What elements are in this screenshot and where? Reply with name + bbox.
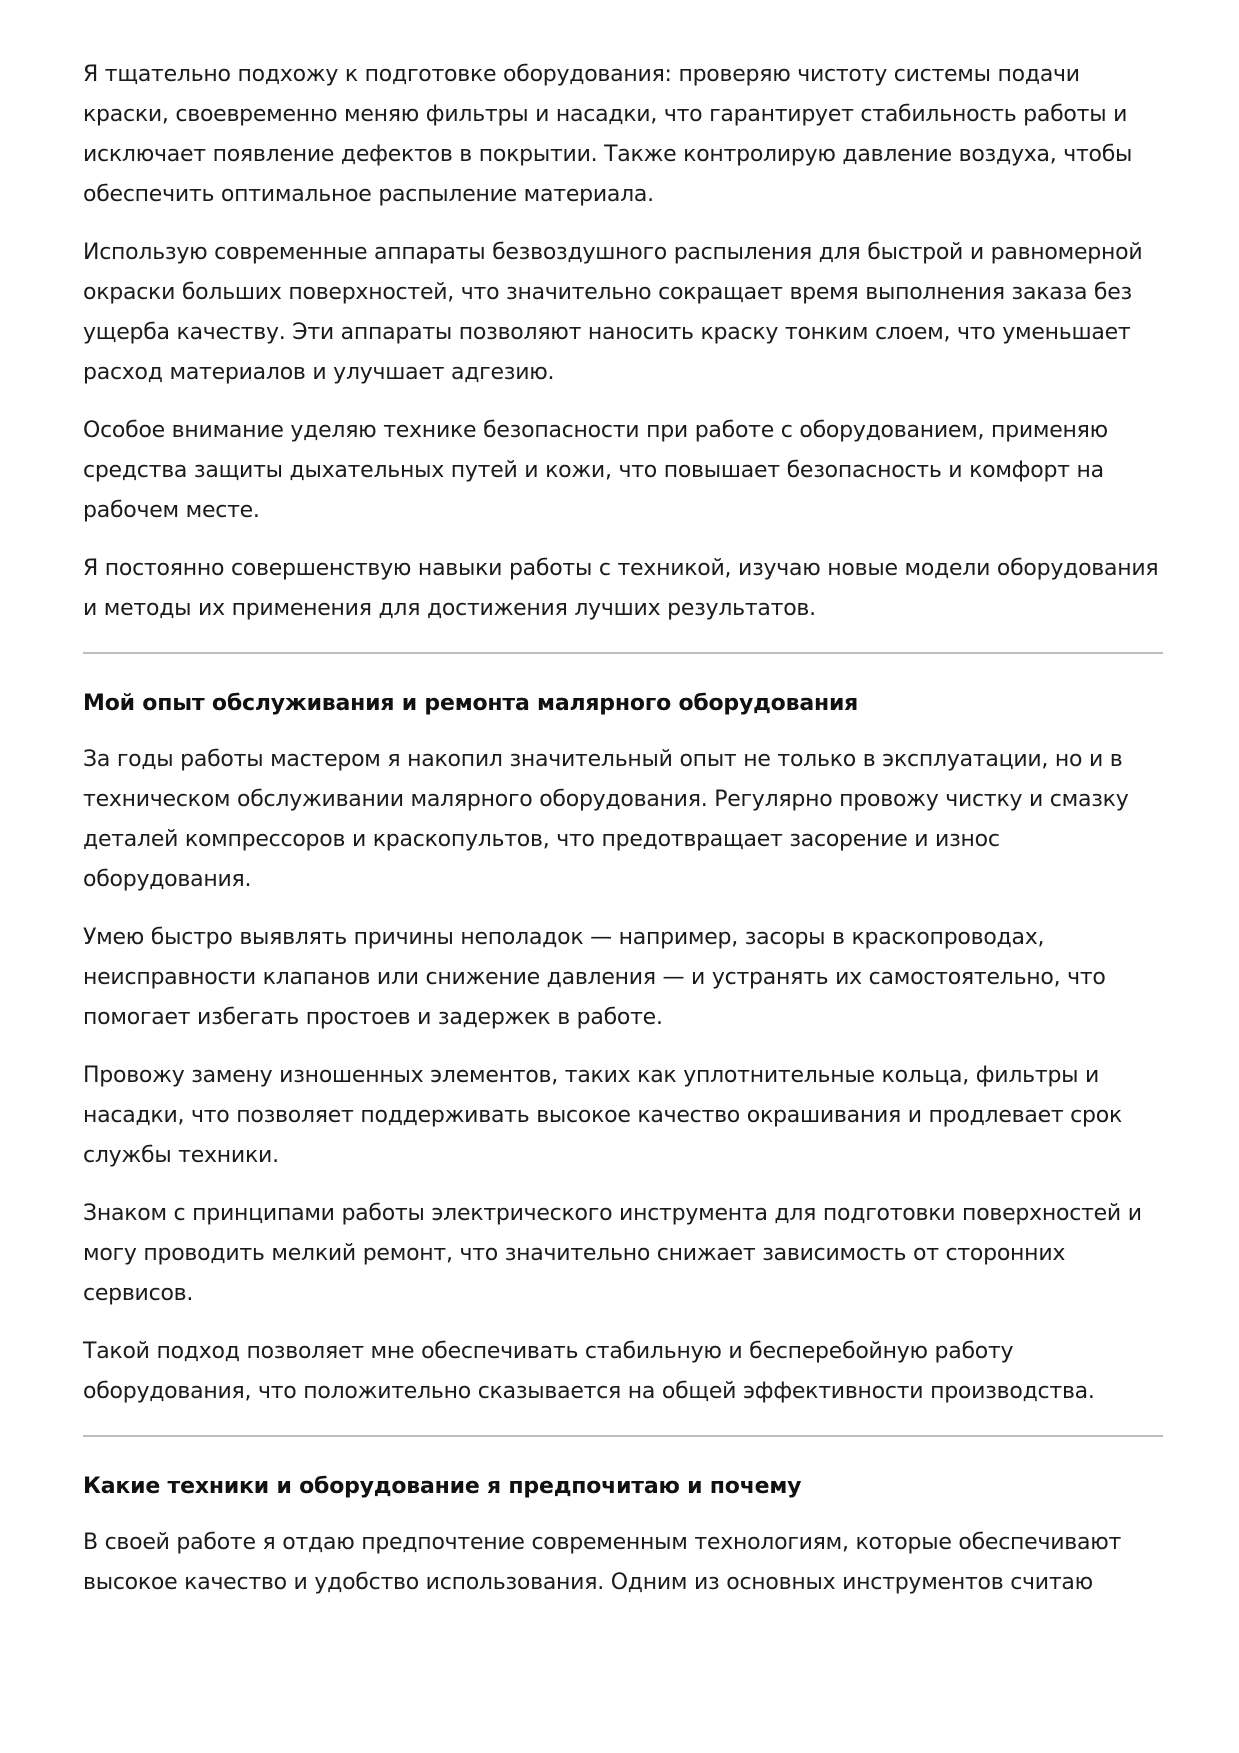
paragraph-power-tools: Знаком с принципами работы электрического инструмента для подготовки поверхностей и могу проводить мелкий ремонт, что значительно снижает зависимость от сторонних сервисов. xyxy=(83,1201,1142,1306)
paragraph-preferred-technologies: В своей работе я отдаю предпочтение современным технологиям, которые обеспечивают высокое качество и удобство использования. Одним из основных инструментов считаю xyxy=(83,1530,1122,1595)
paragraph-approach-summary: Такой подход позволяет мне обеспечивать стабильную и бесперебойную работу оборудования, что положительно сказывается на общей эффективности производства. xyxy=(83,1339,1095,1404)
paragraph-parts-replacement: Провожу замену изношенных элементов, таких как уплотнительные кольца, фильтры и насадки, что позволяет поддерживать высокое качество окрашивания и продлевает срок службы техники. xyxy=(83,1063,1122,1168)
paragraph-maintenance-experience: За годы работы мастером я накопил значительный опыт не только в эксплуатации, но и в техническом обслуживании малярного оборудования. Регулярно провожу чистку и смазку деталей компрессоров и краскопультов, что предотвращает засорение и износ оборудования. xyxy=(83,747,1129,892)
paragraph-troubleshooting: Умею быстро выявлять причины неполадок — например, засоры в краскопроводах, неисправности клапанов или снижение давления — и устранять их самостоятельно, что помогает избегать простоев и задержек в работе. xyxy=(83,925,1106,1030)
section-divider xyxy=(83,652,1163,654)
maintenance-section xyxy=(83,684,1163,1412)
intro-section xyxy=(83,55,1163,629)
maintenance-heading: Мой опыт обслуживания и ремонта малярного оборудования xyxy=(83,691,859,716)
document-page xyxy=(83,55,1163,1621)
preferences-section xyxy=(83,1467,1163,1603)
preferences-heading: Какие техники и оборудование я предпочитаю и почему xyxy=(83,1474,802,1499)
paragraph-airless-spraying: Использую современные аппараты безвоздушного распыления для быстрой и равномерной окраски больших поверхностей, что значительно сокращает время выполнения заказа без ущерба качеству. Эти аппараты позволяют наносить краску тонким слоем, что уменьшает расход материалов и улучшает адгезию. xyxy=(83,240,1143,385)
paragraph-skills-improvement: Я постоянно совершенствую навыки работы с техникой, изучаю новые модели оборудования и методы их применения для достижения лучших результатов. xyxy=(83,556,1159,621)
section-divider xyxy=(83,1435,1163,1437)
paragraph-safety: Особое внимание уделяю технике безопасности при работе с оборудованием, применяю средства защиты дыхательных путей и кожи, что повышает безопасность и комфорт на рабочем месте. xyxy=(83,418,1108,523)
paragraph-equipment-preparation: Я тщательно подхожу к подготовке оборудования: проверяю чистоту системы подачи краски, своевременно меняю фильтры и насадки, что гарантирует стабильность работы и исключает появление дефектов в покрытии. Также контролирую давление воздуха, чтобы обеспечить оптимальное распыление материала. xyxy=(83,62,1133,207)
